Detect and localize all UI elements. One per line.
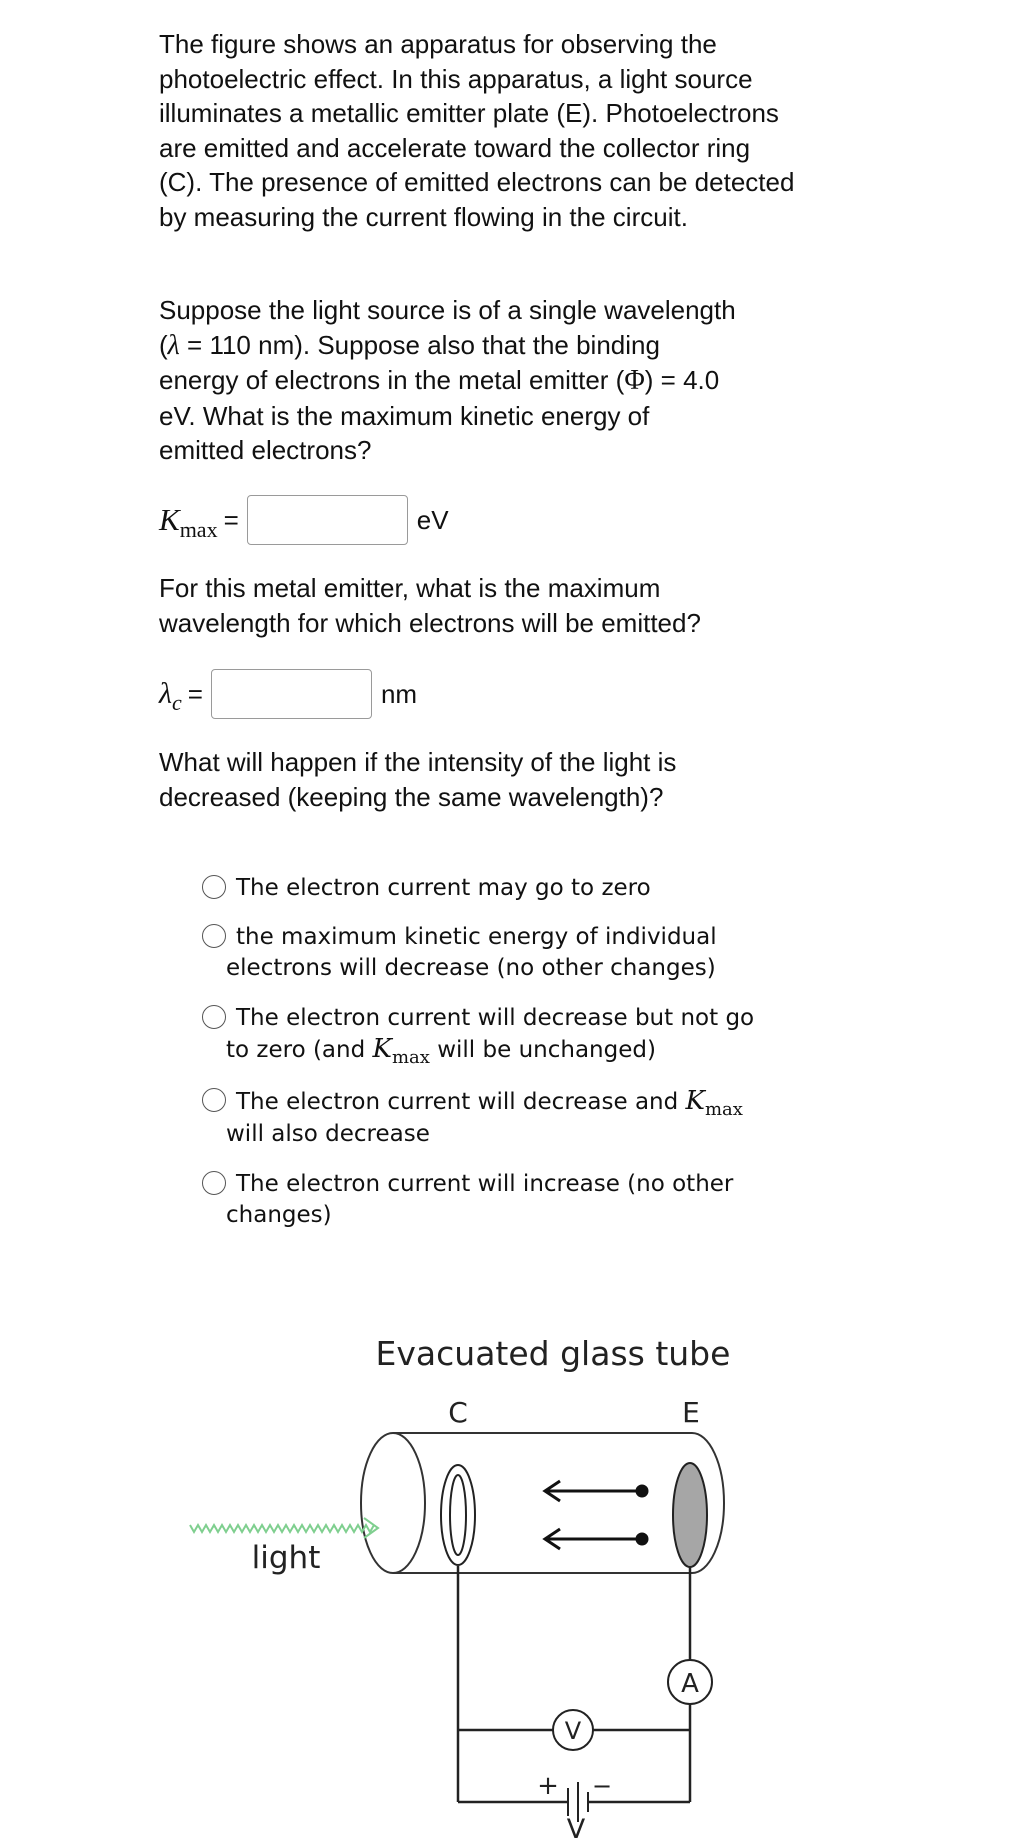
lambda-equals: = [187, 678, 203, 709]
glass-tube [361, 1433, 724, 1573]
voltmeter-label: V [564, 1717, 582, 1745]
light-label: light [251, 1540, 321, 1576]
q1-line-4: eV. What is the maximum kinetic energy of [159, 400, 650, 431]
q3-line-1: What will happen if the intensity of the light is [159, 747, 677, 777]
emitter-plate [673, 1463, 707, 1567]
q1-line-5: emitted electrons? [159, 435, 372, 465]
battery-plus: + [537, 1771, 559, 1801]
option-2-label: the maximum kinetic energy of individual electrons will decrease (no other changes) [226, 924, 717, 981]
q2-line-2: wavelength for which electrons will be emitted? [159, 607, 701, 638]
light-wave [190, 1518, 378, 1538]
intro-paragraph: The figure shows an apparatus for observing the photoelectric effect. In this apparatus, a light source illuminates a metallic emitter plate (E). Photoelectrons are emitted and accelerate toward the collector ring (C). The presence of emitted electrons can be detected by measuring the current flowing in the circuit. [159, 29, 795, 232]
lambda-unit: nm [380, 678, 418, 709]
circuit-wires [458, 1566, 690, 1802]
option-5-label: The electron current will increase (no other changes) [226, 1171, 734, 1228]
battery-minus: − [591, 1772, 613, 1800]
kmax-label: $K_{max}$ [159, 502, 218, 542]
ammeter [668, 1660, 712, 1704]
q1-line-3: energy of electrons in the metal emitter (Φ) = 4.0 [159, 365, 720, 396]
collector-ring [441, 1465, 475, 1565]
q3-line-2: decreased (keeping the same wavelength)? [159, 781, 664, 812]
option-4-label: The electron current will decrease and $K_{max}$ will also decrease [226, 1086, 743, 1147]
option-1-label: The electron current may go to zero [236, 875, 651, 901]
emitter-label: E [682, 1396, 700, 1429]
q1-line-1: Suppose the light source is of a single wavelength [159, 295, 736, 325]
collector-label: C [448, 1396, 468, 1429]
kmax-unit: eV [416, 504, 449, 535]
diagram-title: Evacuated glass tube [375, 1334, 731, 1373]
voltmeter [553, 1710, 593, 1750]
kmax-equals: = [223, 504, 239, 535]
q2-line-1: For this metal emitter, what is the maximum [159, 573, 661, 603]
lambda-c-label: $\lambda_c$ [159, 677, 182, 715]
electron-arrows [545, 1481, 647, 1549]
ammeter-label: A [681, 1669, 699, 1699]
option-3-label: The electron current will decrease but not go to zero (and $K_{max}$ will be unchanged) [226, 1005, 755, 1068]
battery-voltage-label: V [566, 1814, 586, 1840]
q1-line-2: (λ = 110 nm). Suppose also that the binding [159, 329, 660, 361]
